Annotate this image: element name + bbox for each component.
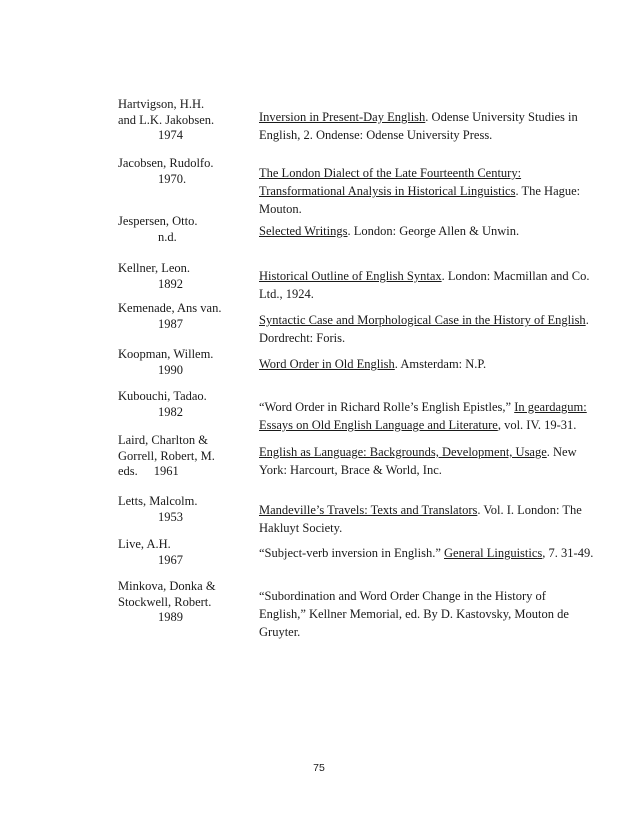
author-block — [118, 389, 243, 420]
author-line: Gorrell, Robert, M. — [118, 448, 215, 463]
author-line: Kemenade, Ans van. — [118, 301, 222, 315]
author-line: Live, A.H. — [118, 537, 171, 551]
citation-text: . Vol. I. London: The Hakluyt Society. — [259, 503, 582, 535]
work-title: The London Dialect of the Late Fourteenth Century: Transformational Analysis in Historical Linguistics — [259, 166, 522, 198]
author-line: Letts, Malcolm. — [118, 494, 198, 508]
citation-text: “Subordination and Word Order Change in the History of English,” Kellner Memorial, ed. By D. Kastovsky, Mouton de Gruyter. — [259, 589, 569, 639]
author-block — [118, 261, 243, 292]
work-title: In geardagum: Essays on Old English Language and Literature — [259, 400, 587, 432]
citation — [259, 164, 594, 218]
author-line: Kellner, Leon. — [118, 261, 191, 275]
citation-text: . Odense University Studies in English, 2. Ondense: Odense University Press. — [259, 110, 578, 142]
citation-text: “Word Order in Richard Rolle’s English Epistles,” — [259, 400, 515, 414]
citation — [259, 222, 594, 240]
author-block — [118, 347, 243, 378]
author-block — [118, 97, 243, 144]
author-line: Laird, Charlton & — [118, 433, 208, 447]
author-line: Hartvigson, H.H. — [118, 97, 205, 111]
work-title: Word Order in Old English — [259, 357, 395, 371]
citation-text: “Subject-verb inversion in English.” — [259, 546, 445, 560]
work-title: Syntactic Case and Morphological Case in the History of English — [259, 313, 586, 327]
citation-text: . Dordrecht: Foris. — [259, 313, 589, 345]
author-block — [118, 301, 243, 332]
citation — [259, 267, 594, 303]
author-line: Koopman, Willem. — [118, 347, 214, 361]
citation — [259, 587, 594, 641]
year: 1970. — [158, 171, 187, 186]
citation — [259, 355, 594, 373]
citation-text: . The Hague: Mouton. — [259, 184, 581, 216]
year: 1989 — [158, 610, 183, 624]
citation-text: . Amsterdam: N.P. — [394, 357, 487, 371]
author-line: Kubouchi, Tadao. — [118, 389, 207, 403]
author-block — [118, 494, 243, 525]
work-title: Selected Writings — [259, 224, 348, 238]
citation-text: , vol. IV. 19-31. — [497, 418, 577, 432]
citation — [259, 311, 594, 347]
year: n.d. — [158, 229, 177, 244]
author-line: Jespersen, Otto. — [118, 214, 198, 228]
author-block — [118, 214, 243, 245]
year: 1892 — [158, 276, 183, 291]
citation — [259, 108, 594, 144]
citation — [259, 443, 594, 479]
year: 1967 — [158, 552, 183, 567]
author-block — [118, 579, 243, 626]
citation-text: , 7. 31-49. — [542, 546, 594, 560]
page-number: 75 — [313, 762, 325, 774]
year: 1953 — [158, 509, 183, 524]
year: 1990 — [158, 362, 183, 377]
eds-label: eds. — [118, 464, 138, 478]
work-title: Inversion in Present-Day English — [259, 110, 426, 124]
author-line: Stockwell, Robert. — [118, 594, 212, 609]
author-line: Jacobsen, Rudolfo. — [118, 156, 214, 170]
author-line: Minkova, Donka & — [118, 579, 216, 593]
work-title: English as Language: Backgrounds, Development, Usage — [259, 445, 547, 459]
author-block — [118, 537, 243, 568]
year: 1974 — [158, 128, 183, 142]
work-title: Historical Outline of English Syntax — [259, 269, 442, 283]
citation-text: . London: George Allen & Unwin. — [347, 224, 520, 238]
year: 1987 — [158, 316, 183, 331]
citation — [259, 544, 594, 562]
work-title: Mandeville’s Travels: Texts and Translators — [259, 503, 478, 517]
citation — [259, 398, 594, 434]
author-line: and L.K. Jakobsen. — [118, 112, 215, 127]
year: 1982 — [158, 404, 183, 419]
work-title: General Linguistics — [444, 546, 543, 560]
citation — [259, 501, 594, 537]
author-block — [118, 156, 243, 187]
citation-text: . London: Macmillan and Co. Ltd., 1924. — [259, 269, 590, 301]
year: 1961 — [153, 464, 179, 478]
citation-text: . New York: Harcourt, Brace & World, Inc. — [259, 445, 577, 477]
author-block — [118, 433, 243, 480]
